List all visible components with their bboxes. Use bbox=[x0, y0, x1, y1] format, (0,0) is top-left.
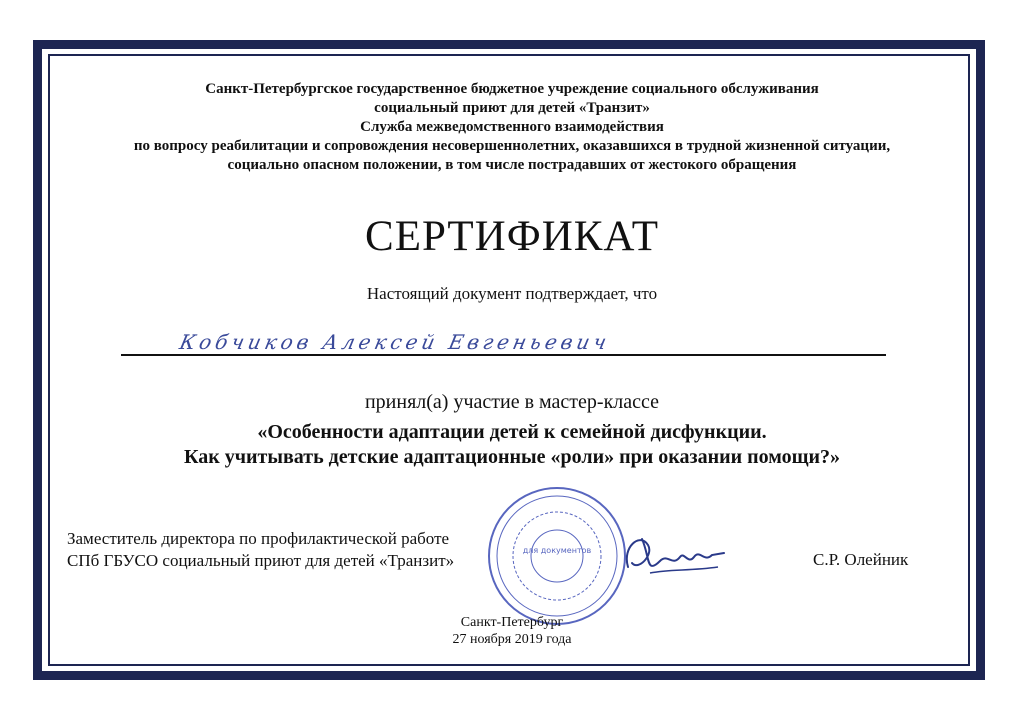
date: 27 ноября 2019 года bbox=[452, 632, 572, 647]
certificate-title: СЕРТИФИКАТ bbox=[365, 213, 659, 260]
masterclass-title-line-1: «Особенности адаптации детей к семейной дисфункции. bbox=[257, 421, 767, 443]
header-line-4: по вопросу реабилитации и сопровождения несовершеннолетних, оказавшихся в трудной жизненной ситуации, bbox=[133, 138, 891, 154]
place: Санкт-Петербург bbox=[460, 615, 564, 630]
header-line-1: Санкт-Петербургское государственное бюджетное учреждение социального обслуживания bbox=[205, 81, 819, 97]
signer-role-line-2: СПб ГБУСО социальный приют для детей «Транзит» bbox=[67, 551, 455, 570]
handwritten-signature bbox=[620, 527, 730, 582]
participation-text: принял(а) участие в мастер-классе bbox=[364, 391, 660, 413]
masterclass-title-line-2: Как учитывать детские адаптационные «роли» при оказании помощи?» bbox=[183, 446, 841, 468]
recipient-name: Кобчиков Алексей Евгеньевич bbox=[177, 330, 613, 354]
header-line-3: Служба межведомственного взаимодействия bbox=[360, 119, 664, 135]
confirm-text: Настоящий документ подтверждает, что bbox=[366, 284, 658, 303]
signer-role-line-1: Заместитель директора по профилактической работе bbox=[67, 529, 450, 548]
official-stamp bbox=[486, 485, 628, 627]
header-line-5: социально опасном положении, в том числе пострадавших от жестокого обращения bbox=[227, 157, 797, 173]
signer-name: С.Р. Олейник bbox=[813, 550, 909, 569]
name-underline bbox=[121, 354, 886, 356]
stamp-text: для документов bbox=[522, 546, 592, 555]
header-line-2: социальный приют для детей «Транзит» bbox=[374, 100, 650, 116]
